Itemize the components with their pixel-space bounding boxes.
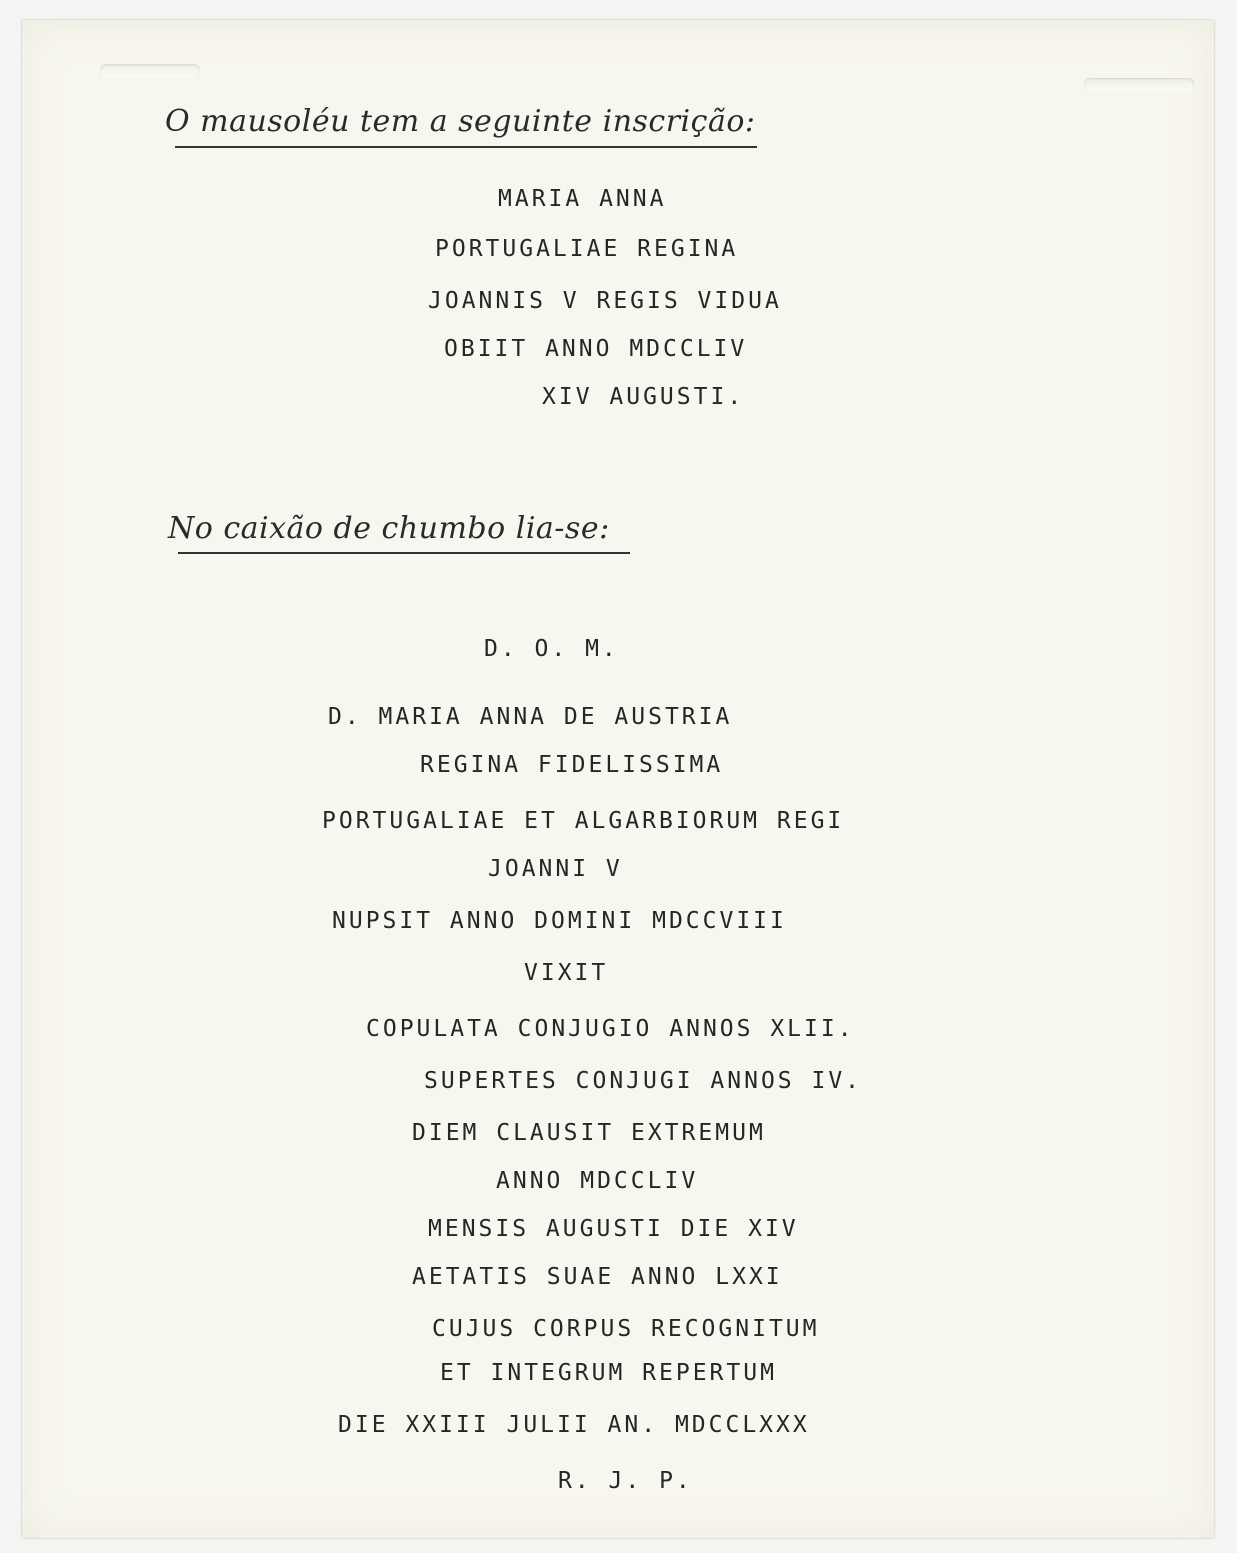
inscription-2-line: D. MARIA ANNA DE AUSTRIA	[328, 704, 733, 730]
inscription-2-line: VIXIT	[524, 960, 609, 986]
inscription-1-line: JOANNIS V REGIS VIDUA	[428, 288, 782, 314]
inscription-2-line: NUPSIT ANNO DOMINI MDCCVIII	[332, 908, 787, 934]
inscription-2-line: D. O. M.	[484, 636, 619, 662]
inscription-2-line: SUPERTES CONJUGI ANNOS IV.	[424, 1068, 863, 1094]
inscription-2-line: REGINA FIDELISSIMA	[420, 752, 724, 778]
inscription-2-line: AETATIS SUAE ANNO LXXI	[412, 1264, 783, 1290]
inscription-2-line: DIE XXIII JULII AN. MDCCLXXX	[338, 1412, 810, 1438]
inscription-2-line: PORTUGALIAE ET ALGARBIORUM REGI	[322, 808, 845, 834]
heading-mausoleum-underline	[175, 146, 757, 148]
heading-lead-coffin-underline	[178, 552, 630, 554]
inscription-2-line: COPULATA CONJUGIO ANNOS XLII.	[366, 1016, 855, 1042]
inscription-2-line: CUJUS CORPUS RECOGNITUM	[432, 1316, 820, 1342]
inscription-1-line: OBIIT ANNO MDCCLIV	[444, 336, 748, 362]
inscription-1-line: PORTUGALIAE REGINA	[435, 236, 739, 262]
inscription-2-line: ANNO MDCCLIV	[496, 1168, 699, 1194]
inscription-2-line: MENSIS AUGUSTI DIE XIV	[428, 1216, 799, 1242]
inscription-1-line: XIV AUGUSTI.	[542, 384, 745, 410]
inscription-1-line: MARIA ANNA	[498, 186, 667, 212]
heading-lead-coffin: No caixão de chumbo lia-se:	[168, 511, 610, 546]
inscription-2-line: JOANNI V	[488, 856, 623, 882]
punch-mark-right	[1084, 78, 1194, 92]
heading-mausoleum: O mausoléu tem a seguinte inscrição:	[165, 104, 756, 139]
punch-mark-left	[100, 64, 200, 78]
inscription-2-line: R. J. P.	[558, 1468, 693, 1494]
inscription-2-line: ET INTEGRUM REPERTUM	[440, 1360, 777, 1386]
inscription-2-line: DIEM CLAUSIT EXTREMUM	[412, 1120, 766, 1146]
